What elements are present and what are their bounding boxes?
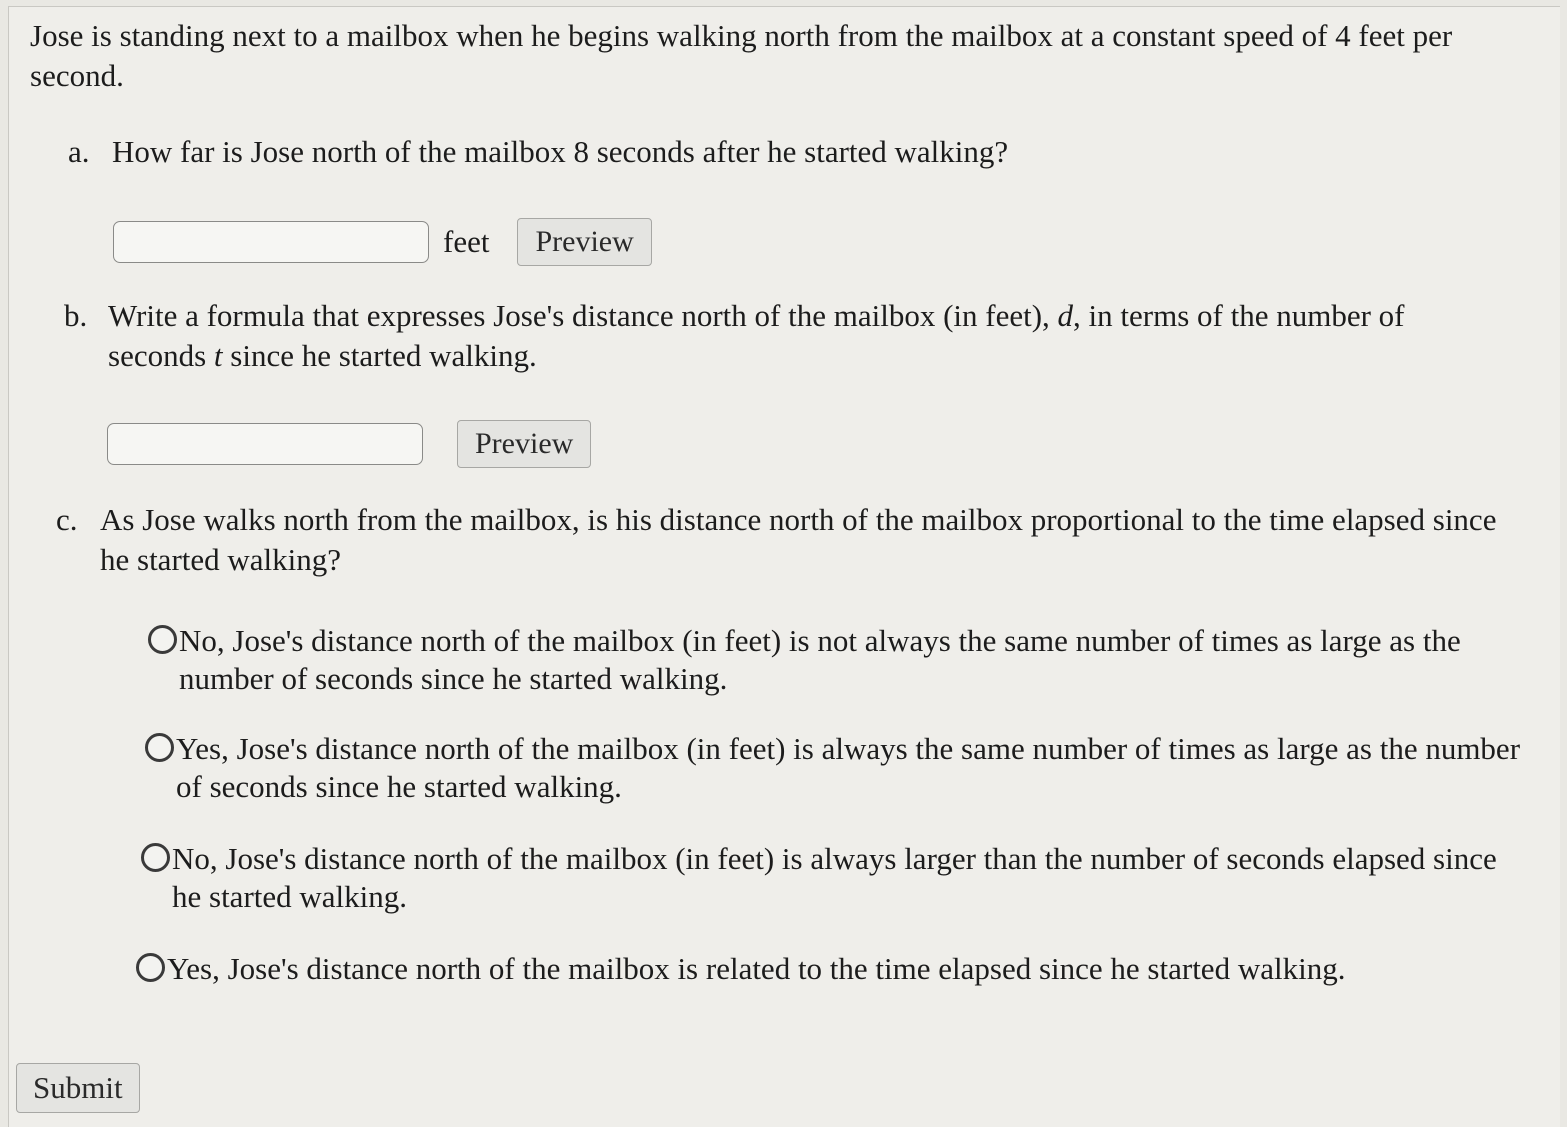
part-b-text-1: Write a formula that expresses Jose's distance north of the mailbox (in feet), xyxy=(108,298,1058,333)
part-b-answer-row xyxy=(107,420,591,468)
part-a-answer-input[interactable] xyxy=(113,221,429,263)
submit-button[interactable]: Submit xyxy=(16,1063,140,1113)
radio-option-1[interactable] xyxy=(148,622,1539,698)
part-b-text-2: , in terms of the number of seconds xyxy=(108,298,1405,373)
radio-button-icon[interactable] xyxy=(148,625,177,654)
part-a-unit-label: feet xyxy=(443,224,490,259)
part-a-text: How far is Jose north of the mailbox 8 seconds after he started walking? xyxy=(112,134,1009,169)
part-b-letter: b. xyxy=(64,298,88,333)
radio-option-2[interactable] xyxy=(145,730,1536,806)
question-intro: Jose is standing next to a mailbox when he begins walking north from the mailbox at a constant speed of 4 feet per second. xyxy=(30,18,1453,93)
variable-d: d xyxy=(1057,298,1074,333)
radio-option-3[interactable] xyxy=(141,840,1532,916)
part-b-preview-button[interactable]: Preview xyxy=(457,420,591,468)
part-a-answer-row xyxy=(113,218,652,266)
radio-option-2-label: Yes, Jose's distance north of the mailbox (in feet) is always the same number of times as large as the number of seconds since he started walking. xyxy=(176,731,1521,804)
part-c-prompt xyxy=(56,500,1520,580)
radio-option-4-label: Yes, Jose's distance north of the mailbox is related to the time elapsed since he started walking. xyxy=(167,951,1346,986)
part-b-prompt xyxy=(64,296,1508,376)
variable-t: t xyxy=(213,338,223,373)
part-c-text: As Jose walks north from the mailbox, is his distance north of the mailbox proportional to the time elapsed since he started walking? xyxy=(100,502,1497,577)
radio-button-icon[interactable] xyxy=(141,843,170,872)
radio-option-3-label: No, Jose's distance north of the mailbox (in feet) is always larger than the number of seconds elapsed since he started walking. xyxy=(172,841,1497,914)
radio-button-icon[interactable] xyxy=(145,733,174,762)
radio-button-icon[interactable] xyxy=(136,953,165,982)
radio-option-4[interactable] xyxy=(136,950,1527,988)
part-a-preview-button[interactable]: Preview xyxy=(517,218,651,266)
part-c-letter: c. xyxy=(56,502,78,537)
part-a-letter: a. xyxy=(68,134,90,169)
radio-option-1-label: No, Jose's distance north of the mailbox (in feet) is not always the same number of times as large as the number of seconds since he started walking. xyxy=(179,623,1461,696)
part-a-prompt xyxy=(68,132,1492,172)
part-b-text-3: since he started walking. xyxy=(222,338,537,373)
part-b-answer-input[interactable] xyxy=(107,423,423,465)
